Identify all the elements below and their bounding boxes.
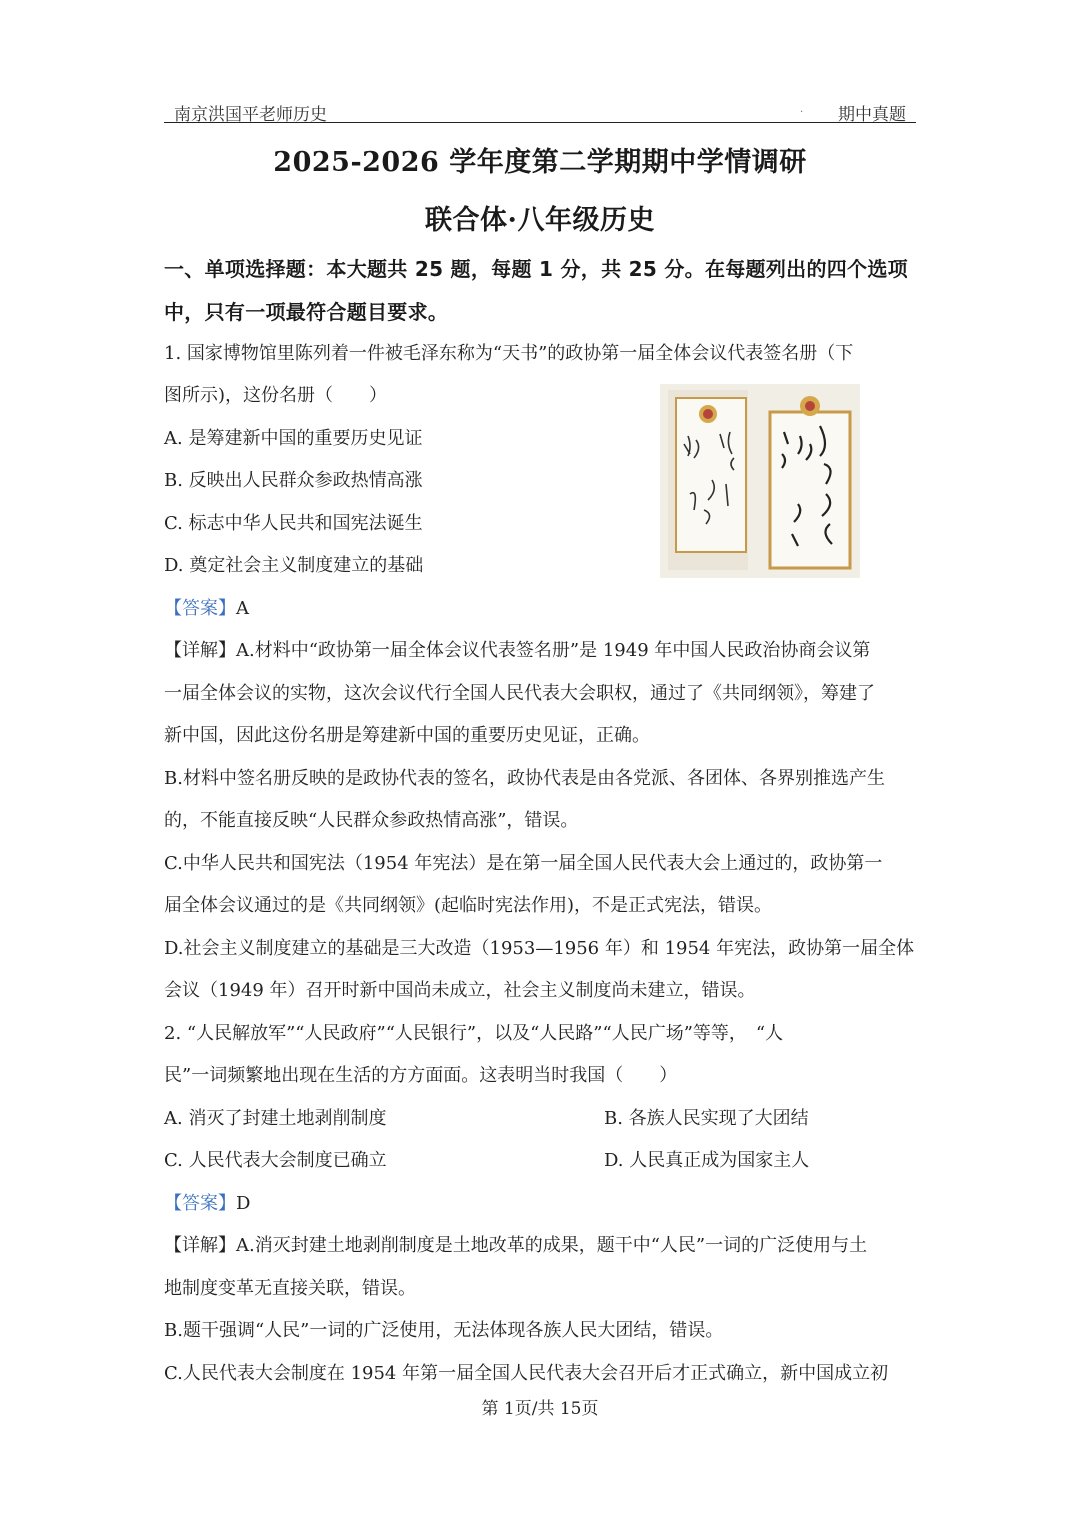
q2-option-a: A. 消灭了封建土地剥削制度: [164, 1108, 387, 1129]
section-heading-line2: 中，只有一项最符合题目要求。: [164, 300, 449, 324]
q1-stem-line1: 1. 国家博物馆里陈列着一件被毛泽东称为“天书”的政协第一届全体会议代表签名册（下: [164, 343, 854, 364]
q2-option-c: C. 人民代表大会制度已确立: [164, 1150, 387, 1171]
q2-stem-line1: 2. “人民解放军”“人民政府”“人民银行”，以及“人民路”“人民广场”等等， “人: [164, 1023, 784, 1044]
q1-explain-line: C.中华人民共和国宪法（1954 年宪法）是在第一届全国人民代表大会上通过的，政协第一: [164, 853, 883, 874]
q1-stem-line2: 图所示)，这份名册（ ）: [164, 385, 388, 406]
signature-book-icon: [660, 384, 860, 578]
signature-book-image: [660, 384, 860, 578]
q2-explain-line: 地制度变革无直接关联，错误。: [164, 1278, 416, 1299]
q1-answer-value: A: [236, 598, 249, 619]
q1-answer: [164, 594, 249, 620]
q1-explain-line: 一届全体会议的实物，这次会议代行全国人民代表大会职权，通过了《共同纲领》，筹建了: [164, 683, 875, 704]
q2-answer: [164, 1189, 250, 1215]
q2-answer-value: D: [236, 1193, 251, 1214]
page-footer: 第 1页/共 15页: [481, 1399, 599, 1419]
q2-explain-line: 【详解】A.消灭封建土地剥削制度是土地改革的成果，题干中“人民”一词的广泛使用与土: [164, 1235, 868, 1256]
q1-explain-line: D.社会主义制度建立的基础是三大改造（1953—1956 年）和 1954 年宪法，政协第一届全体: [164, 938, 915, 959]
q2-stem-line2: 民”一词频繁地出现在生活的方方面面。这表明当时我国（ ）: [164, 1065, 678, 1086]
q1-option-c: C. 标志中华人民共和国宪法诞生: [164, 513, 423, 534]
header-right: 期中真题: [838, 105, 906, 125]
q2-answer-tag: 【答案】: [164, 1193, 236, 1214]
q2-explain-line: C.人民代表大会制度在 1954 年第一届全国人民代表大会召开后才正式确立，新中国成立初: [164, 1363, 889, 1384]
q1-explain-line: 的，不能直接反映“人民群众参政热情高涨”，错误。: [164, 810, 579, 831]
page-header: [164, 100, 916, 123]
q2-option-d: D. 人民真正成为国家主人: [604, 1150, 810, 1171]
section-heading-line1: 一、单项选择题：本大题共 25 题，每题 1 分，共 25 分。在每题列出的四个选项: [164, 257, 908, 281]
q2-option-b: B. 各族人民实现了大团结: [604, 1108, 809, 1129]
header-dot: .: [800, 104, 804, 115]
q1-option-a: A. 是筹建新中国的重要历史见证: [164, 428, 423, 449]
q1-explain-line: 会议（1949 年）召开时新中国尚未成立，社会主义制度尚未建立，错误。: [164, 980, 756, 1001]
q1-explain-line: 新中国，因此这份名册是筹建新中国的重要历史见证，正确。: [164, 725, 650, 746]
q1-explain-line: 届全体会议通过的是《共同纲领》(起临时宪法作用)，不是正式宪法，错误。: [164, 895, 773, 916]
q1-option-d: D. 奠定社会主义制度建立的基础: [164, 555, 424, 576]
header-left: 南京洪国平老师历史: [174, 105, 327, 125]
doc-title: 2025-2026 学年度第二学期期中学情调研: [273, 147, 807, 178]
q2-explain-line: B.题干强调“人民”一词的广泛使用，无法体现各族人民大团结，错误。: [164, 1320, 724, 1341]
q1-explain-line: 【详解】A.材料中“政协第一届全体会议代表签名册”是 1949 年中国人民政治协商会议第: [164, 640, 871, 661]
q1-explain-line: B.材料中签名册反映的是政协代表的签名，政协代表是由各党派、各团体、各界别推选产生: [164, 768, 885, 789]
doc-subtitle: 联合体·八年级历史: [425, 205, 655, 236]
q1-answer-tag: 【答案】: [164, 598, 236, 619]
q1-option-b: B. 反映出人民群众参政热情高涨: [164, 470, 423, 491]
